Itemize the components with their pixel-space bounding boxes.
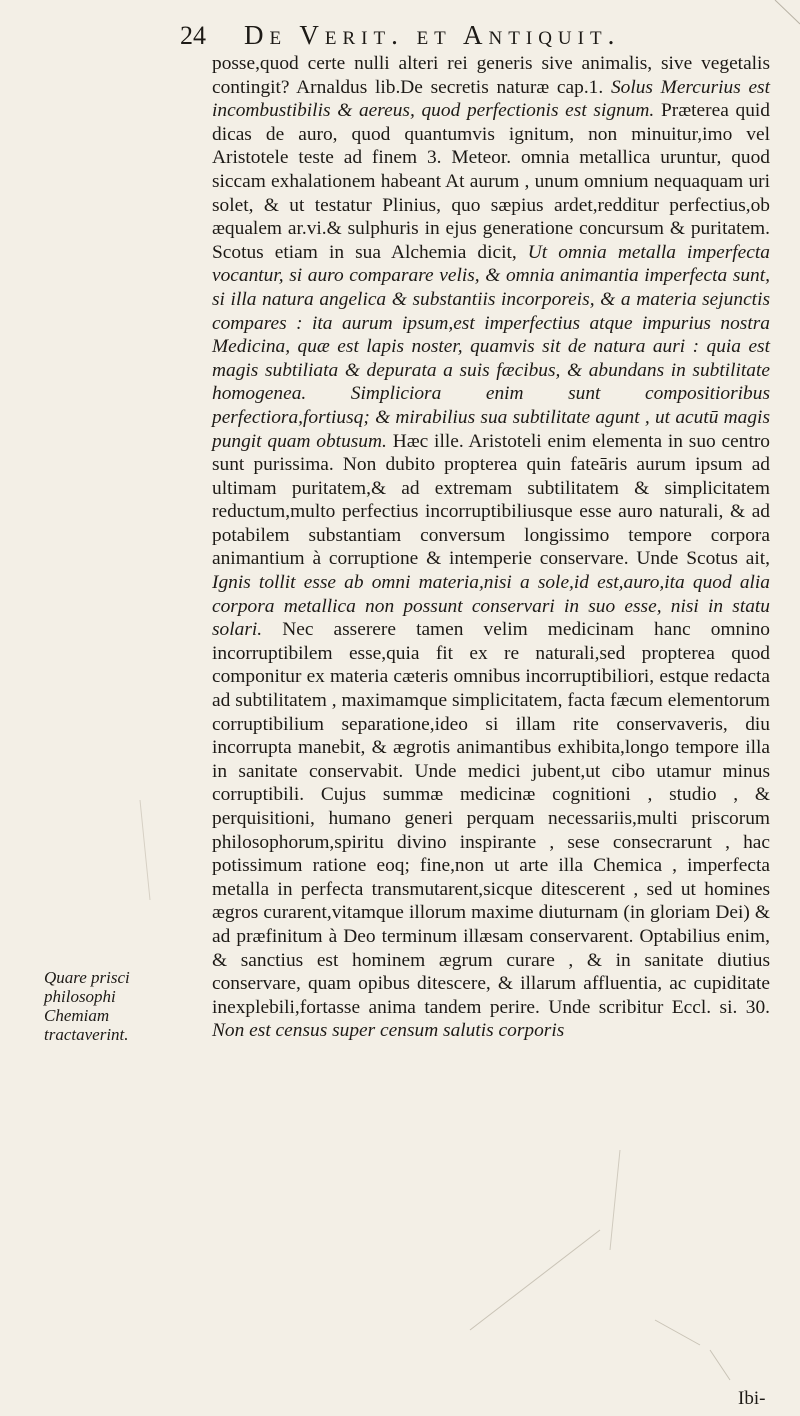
quote-scotus-alchemia: Ut omnia metalla imperfecta vocantur, si auro comparare velis, & omnia animantia imperfecta sunt, si illa natura angelica & substantiis incorporeis, & a materia sejunctis compares : ita aurum ipsum,est imperfectius atque impurius nostra Medicina, quæ est lapis noster, quamvis sit de natura auri : quia est magis subtiliata & depurata a suis fæcibus, & abundans in subtilitate homogenea. Simpliciora enim sunt compositioribus perfectiora,fortiusq; & mirabilius sua subtilitate agunt , ut acutū magis pungit quam obtusum. <box>212 241 770 452</box>
catchword: Ibi- <box>738 1388 766 1409</box>
text-segment-3: Hæc ille. Aristoteli enim elementa in suo centro sunt purissima. Non dubito propterea quin fateāris aurum ipsum ad ultimam puritatem,& ad extremam subtilitatem & simplicitatem reductum,multo perfectius incorruptibiliusque esse auro naturali, & ad potabilem substantiam conversum longissimo tempore corpora animantium à corruptione & intemperie conservare. Unde Scotus ait, <box>212 430 770 570</box>
running-header <box>180 20 770 56</box>
quote-arnaldus: Solus Mercurius est incombustibilis & aereus, quod perfectionis est signum. <box>212 76 770 122</box>
page-number: 24 <box>180 21 206 50</box>
text-segment-1: posse,quod certe nulli alteri rei generis sive animalis, sive vegetalis contingit? Arnaldus lib.De secretis naturæ cap.1. <box>212 53 770 98</box>
quote-scotus-ignis: Ignis tollit esse ab omni materia,nisi a sole,id est,auro,ita quod alia corpora metallica non possunt conservari in suo esse, nisi in statu solari. <box>212 572 770 641</box>
running-title: De Verit. et Antiquit. <box>244 20 621 50</box>
marginal-note: Quare prisci philosophi Chemiam tractaverint. <box>44 968 130 1044</box>
text-segment-2: Præterea quid dicas de auro, quod quantumvis ignitum, non minuitur,imo vel Aristotele teste ad finem 3. Meteor. omnia metallica uruntur, quod siccam exhalationem habeant At aurum , unum omnium nequaquam uri solet, & ut testatur Plinius, quo sæpius ardet,redditur perfectius,ob æqualem ar.vi.& sulphuris in ejus generatione concursum & puritatem. Scotus etiam in sua Alchemia dicit, <box>212 100 771 263</box>
quote-ecclesiasticus: Non est census super censum salutis corporis <box>212 1020 565 1042</box>
main-paragraph <box>212 52 770 1043</box>
text-segment-4: Nec asserere tamen velim medicinam hanc omnino incorruptibilem esse,quia fit ex re naturali,sed propterea quod componitur ex materia cæteris omnibus incorruptibiliori, estque redacta ad subtilitatem , maximamque simplicitatem, facta fæcum elementorum corruptibilium separatione,ideo si illam rite conservaveris, diu incorrupta manebit, & ægrotis animantibus exhibita,longo tempore illa in sanitate conservabit. Unde medici jubent,ut cibo utamur minus corruptibili. Cujus summæ medicinæ cognitioni , studio , & perquisitioni, humano generi perquam necessariis,multi priscorum philosophorum,spiritu divino inspirante , sese consecrarunt , hac potissimum ratione eoq; fine,non ut arte illa Chemica , imperfecta metalla in perfecta transmutarent,sicque ditescerent , sed ut homines ægros curarent,vitamque illorum maxime diuturnam (in gloriam Dei) & ad præfinitum à Deo terminum illæsam conservarent. Optabilius enim, & sanctius est hominem ægrum curare , & in sanitate diutius conservare, quam opibus ditescere, & illarum affluentia, ac cupiditate inexplebili,fortasse anima tandem perire. Unde scribitur Eccl. si. 30. <box>212 619 770 1018</box>
